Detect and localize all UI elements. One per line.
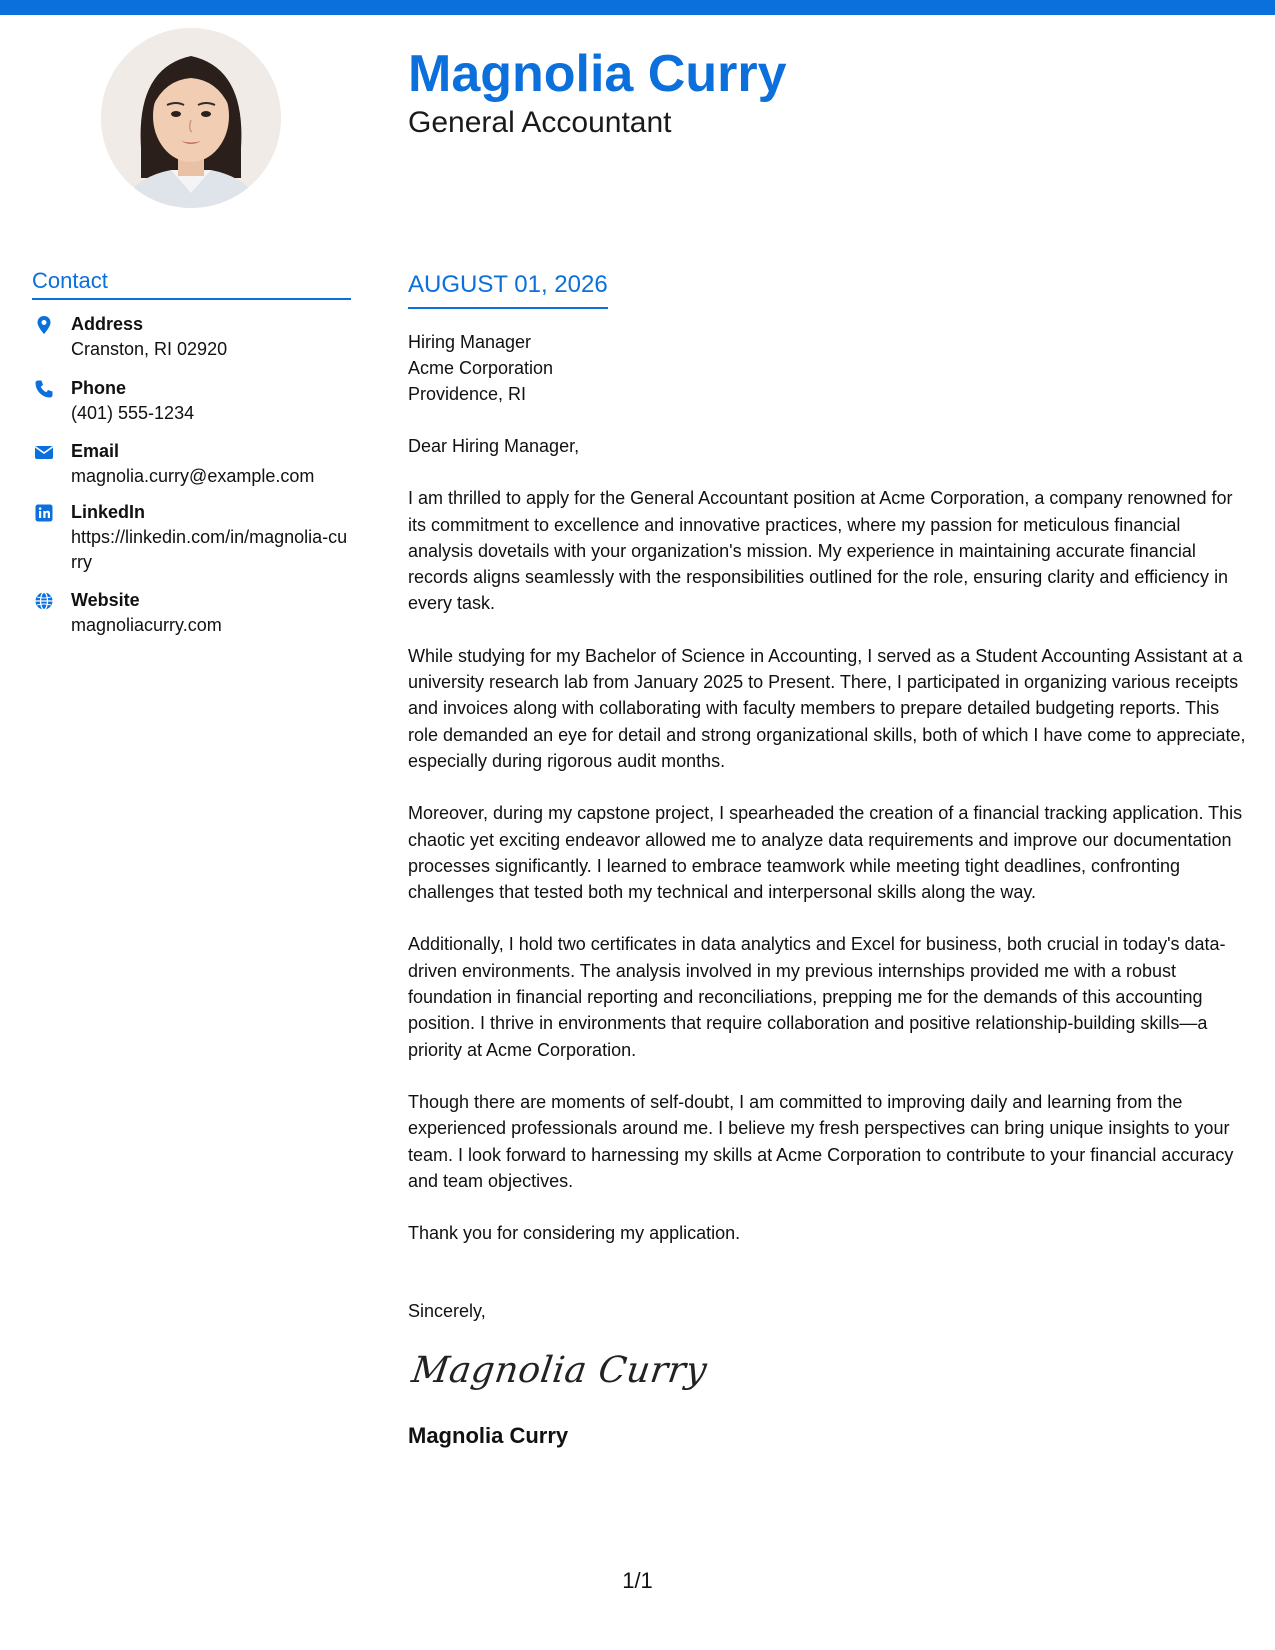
letter-paragraph: Though there are moments of self-doubt, I am committed to improving daily and learning from the experienced professionals around me. I believe my fresh perspectives can bring unique insights to your team. I look forward to harnessing my skills at Acme Corporation to contribute to your financial accuracy and team objectives. <box>408 1091 1234 1191</box>
envelope-icon <box>34 442 54 462</box>
contact-label: Email <box>71 441 120 461</box>
letter-paragraph: Additionally, I hold two certificates in data analytics and Excel for business, both crucial in today's data-driven environments. The analysis involved in my previous internships provided me with a robust foundation in financial reporting and reconciliations, prepping me for the demands of this accounting position. I thrive in environments that require collaboration and positive relationship-building skills—a priority at Acme Corporation. <box>408 934 1226 1060</box>
recipient-line: Acme Corporation <box>408 358 554 378</box>
linkedin-icon <box>34 503 54 523</box>
letter-paragraph: Moreover, during my capstone project, I spearheaded the creation of a financial tracking application. This chaotic yet exciting endeavor allowed me to analyze data requirements and improve our documentation processes significantly. I learned to embrace teamwork while meeting tight deadlines, confronting challenges that tested both my technical and interpersonal skills along the way. <box>408 803 1243 903</box>
closing-line: Sincerely, <box>408 1301 486 1322</box>
contact-label: Address <box>71 314 144 334</box>
contact-label: Phone <box>71 378 127 398</box>
contact-value[interactable]: https://linkedin.com/in/magnolia-curry <box>71 527 348 572</box>
job-title: General Accountant <box>408 106 672 139</box>
contact-label: LinkedIn <box>71 502 146 522</box>
thanks-line: Thank you for considering my application. <box>408 1223 741 1244</box>
letter-paragraph: I am thrilled to apply for the General Accountant position at Acme Corporation, a company renowned for its commitment to excellence and innovative practices, where my passion for meticulous financial analysis dovetails with your organization's mission. My experience in maintaining accurate financial records aligns seamlessly with the responsibilities outlined for the role, ensuring clarity and efficiency in every task. <box>408 488 1233 614</box>
contact-item-email <box>32 439 351 489</box>
contact-sidebar <box>32 266 351 638</box>
profile-photo <box>101 28 281 208</box>
contact-item-website <box>32 588 351 638</box>
map-pin-icon <box>34 315 54 335</box>
salutation: Dear Hiring Manager, <box>408 436 580 456</box>
contact-item-address <box>32 312 351 362</box>
contact-heading: Contact <box>32 266 351 300</box>
recipient-line: Hiring Manager <box>408 332 532 352</box>
contact-item-phone <box>32 376 351 426</box>
recipient-line: Providence, RI <box>408 384 527 404</box>
contact-value[interactable]: magnoliacurry.com <box>71 615 222 635</box>
contact-item-linkedin <box>32 500 351 575</box>
phone-icon <box>34 379 54 399</box>
signed-name: Magnolia Curry <box>408 1422 569 1448</box>
letter-date: AUGUST 01, 2026 <box>408 268 608 309</box>
contact-value: (401) 555-1234 <box>71 403 195 423</box>
contact-value: Cranston, RI 02920 <box>71 339 228 359</box>
letter-paragraph: While studying for my Bachelor of Science in Accounting, I served as a Student Accounting Assistant at a university research lab from January 2025 to Present. There, I participated in organizing various receipts and invoices along with collaborating with faculty members to prepare detailed budgeting reports. This role demanded an eye for detail and strong organizational skills, both of which I have come to appreciate, especially during rigorous audit months. <box>408 645 1246 771</box>
cover-letter-body <box>408 268 1248 1451</box>
applicant-name: Magnolia Curry <box>408 45 787 103</box>
globe-icon <box>34 591 54 611</box>
recipient-block <box>408 329 1248 407</box>
contact-value: magnolia.curry@example.com <box>71 466 315 486</box>
page-number: 1/1 <box>622 1568 653 1593</box>
handwritten-signature: Magnolia Curry <box>409 1349 710 1391</box>
top-accent-bar <box>0 0 1275 15</box>
contact-label: Website <box>71 590 140 610</box>
